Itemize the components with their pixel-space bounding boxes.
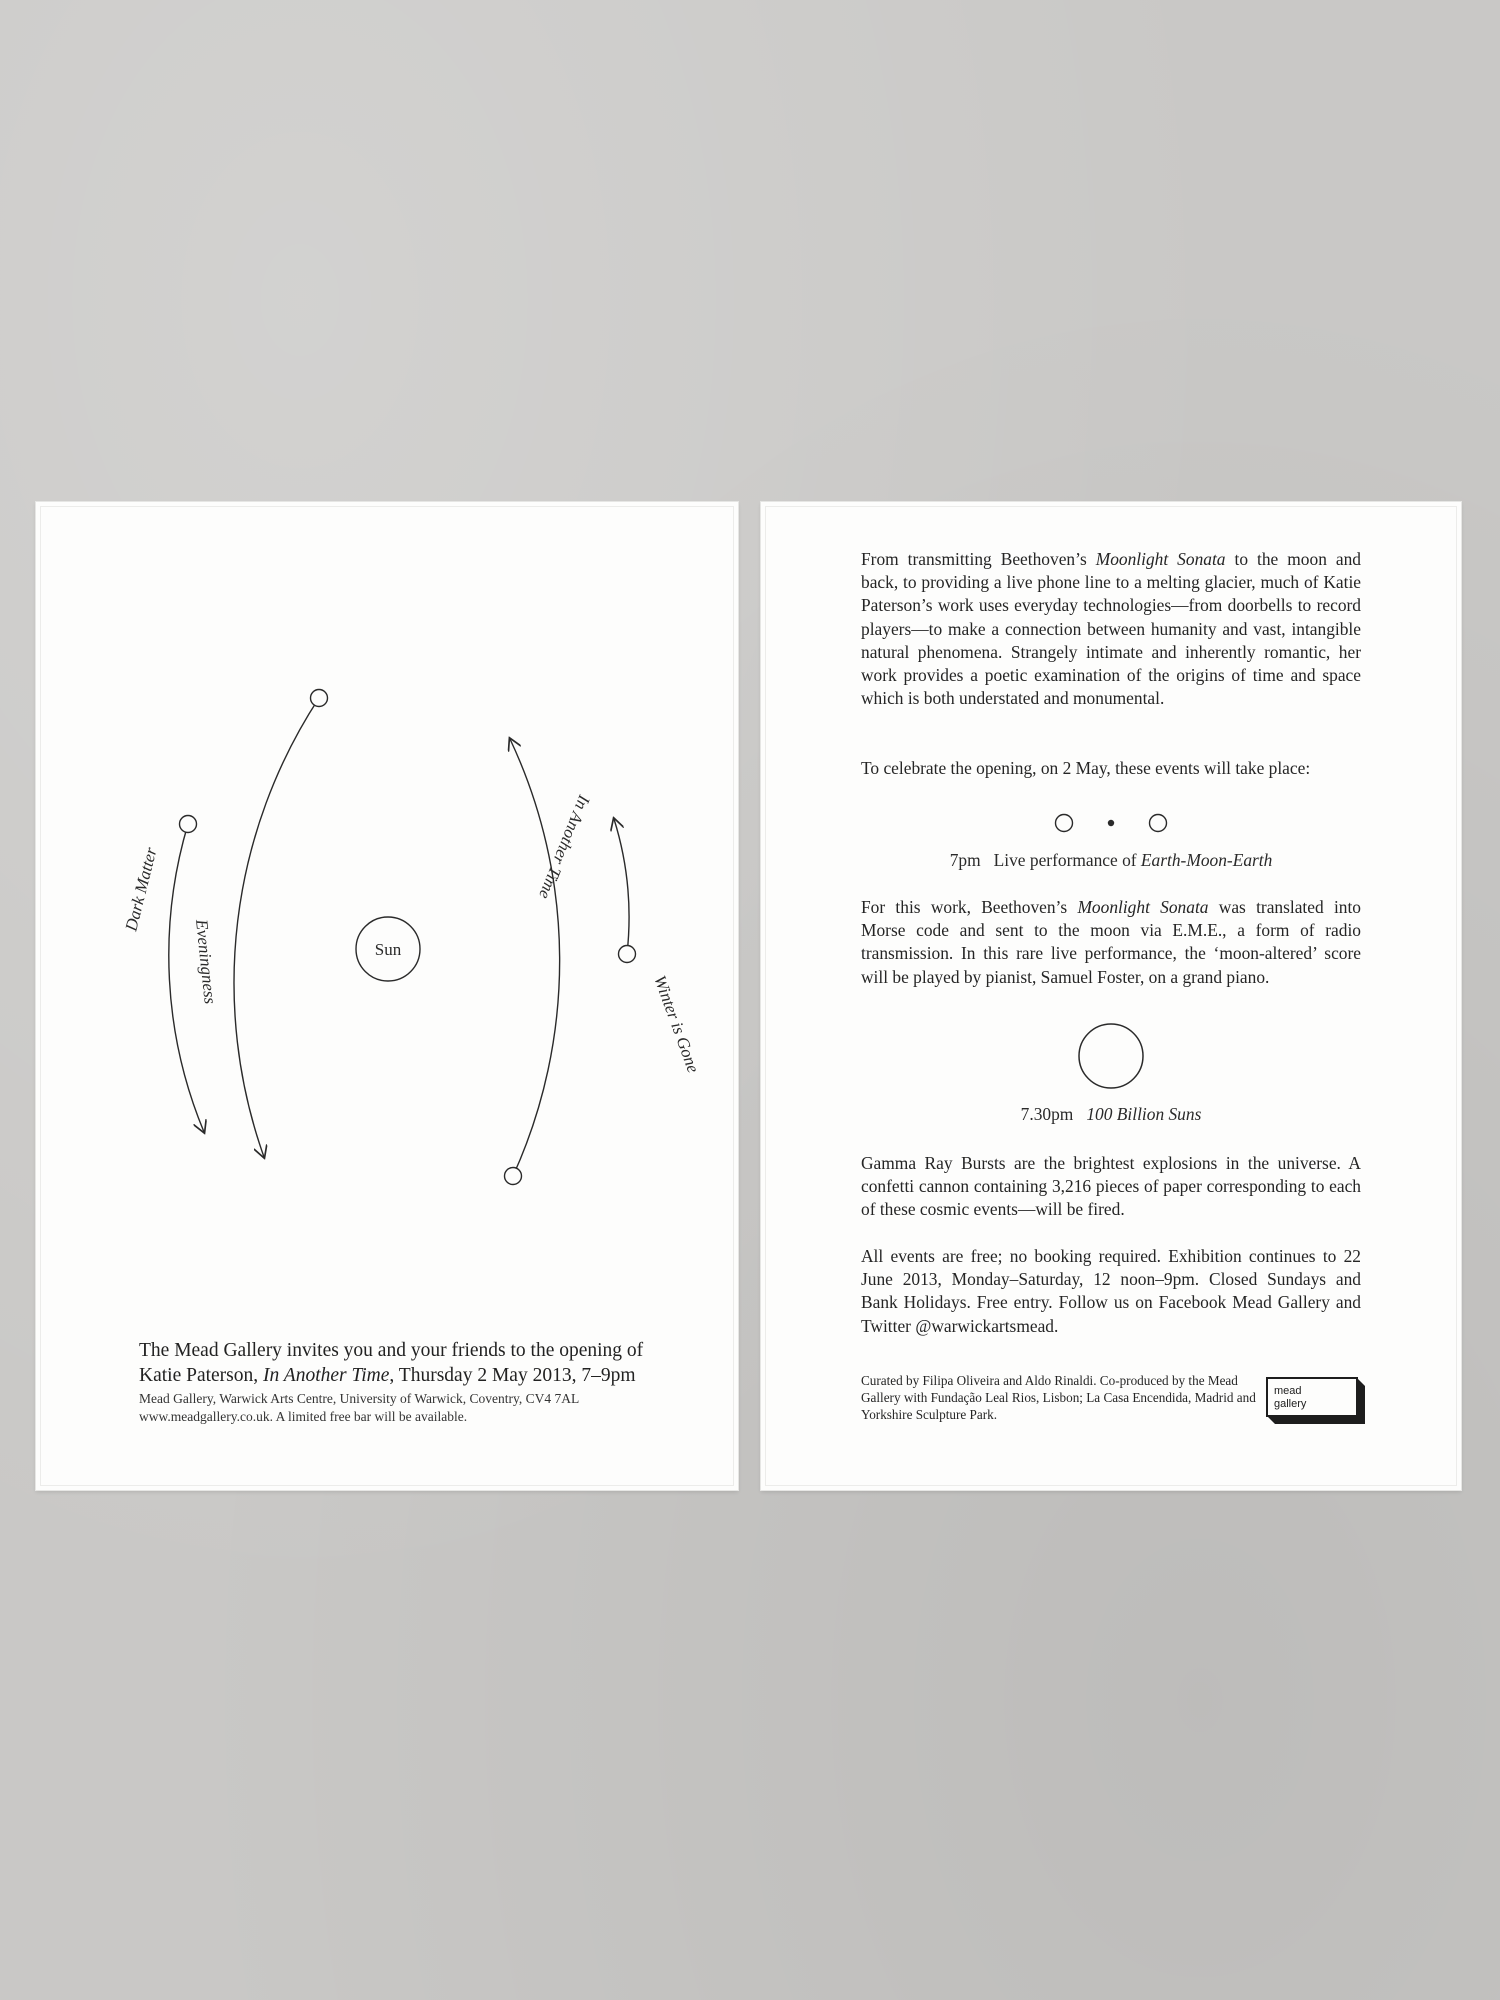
in-another-time-label: In Another Time <box>535 792 594 902</box>
mead-gallery-logo <box>1265 1374 1369 1426</box>
winter-is-gone-label: Winter is Gone <box>650 972 703 1076</box>
invite-address: Mead Gallery, Warwick Arts Centre, University of Warwick, Coventry, CV4 7AL <box>139 1391 580 1406</box>
dark-matter-label: Dark Matter <box>121 845 161 933</box>
in-another-time-arc <box>614 819 629 954</box>
invite-web: www.meadgallery.co.uk. A limited free bar will be available. <box>139 1409 468 1424</box>
celebrate-line: To celebrate the opening, on 2 May, these events will take place: <box>861 758 1311 778</box>
eveningness-label: Eveningness <box>192 918 220 1005</box>
invitation-text <box>139 1338 699 1426</box>
invite-line-2: Katie Paterson, In Another Time, Thursday 2 May 2013, 7–9pm <box>139 1365 636 1386</box>
earth-moon-earth-symbol <box>1031 808 1191 838</box>
invite-line-1: The Mead Gallery invites you and your friends to the opening of <box>139 1340 644 1361</box>
event1-description: For this work, Beethoven’s Moonlight Sonata was translated into Morse code and sent to the moon via E.M.E., a form of radio transmission. In this rare live performance, the ‘moon-altered’ score will be played by pianist, Samuel Foster, on a grand piano. <box>861 897 1361 987</box>
winter-is-gone-arc <box>510 739 560 1176</box>
credits: Curated by Filipa Oliveira and Aldo Rinaldi. Co-produced by the Mead Gallery with Fundação Leal Rios, Lisbon; La Casa Encendida, Madrid and Yorkshire Sculpture Park. <box>861 1373 1256 1422</box>
svg-text:mead: mead <box>1274 1385 1302 1397</box>
hundred-billion-suns-symbol <box>1075 1020 1147 1092</box>
event1-heading: 7pm Live performance of Earth-Moon-Earth <box>949 850 1273 870</box>
exhibition-info: All events are free; no booking required. Exhibition continues to 22 June 2013, Monday–Saturday, 12 noon–9pm. Closed Sundays and Bank Holidays. Free entry. Follow us on Facebook Mead Gallery and Twitter @warwickartsmead. <box>861 1246 1361 1336</box>
dark-matter-arc <box>234 698 319 1157</box>
invitation-back-card <box>761 502 1461 1490</box>
in-another-time-start-dot <box>619 946 636 963</box>
eveningness-start-dot <box>180 816 197 833</box>
invitation-front-card <box>36 502 738 1490</box>
sun-label: Sun <box>374 940 402 959</box>
intro-paragraph: From transmitting Beethoven’s Moonlight Sonata to the moon and back, to providing a live phone line to a melting glacier, much of Katie Paterson’s work uses everyday technologies—from doorbells to record players—to make a connection between humanity and vast, intangible natural phenomena. Strangely intimate and inherently romantic, her work provides a poetic examination of the origins of time and space which is both understated and monumental. <box>861 549 1362 709</box>
event2-heading: 7.30pm 100 Billion Suns <box>1020 1104 1202 1124</box>
winter-is-gone-start-dot <box>505 1168 522 1185</box>
event2-description: Gamma Ray Bursts are the brightest explosions in the universe. A confetti cannon containing 3,216 pieces of paper corresponding to each of these cosmic events—will be fired. <box>861 1153 1361 1220</box>
svg-text:gallery: gallery <box>1274 1398 1307 1410</box>
dark-matter-start-dot <box>311 690 328 707</box>
